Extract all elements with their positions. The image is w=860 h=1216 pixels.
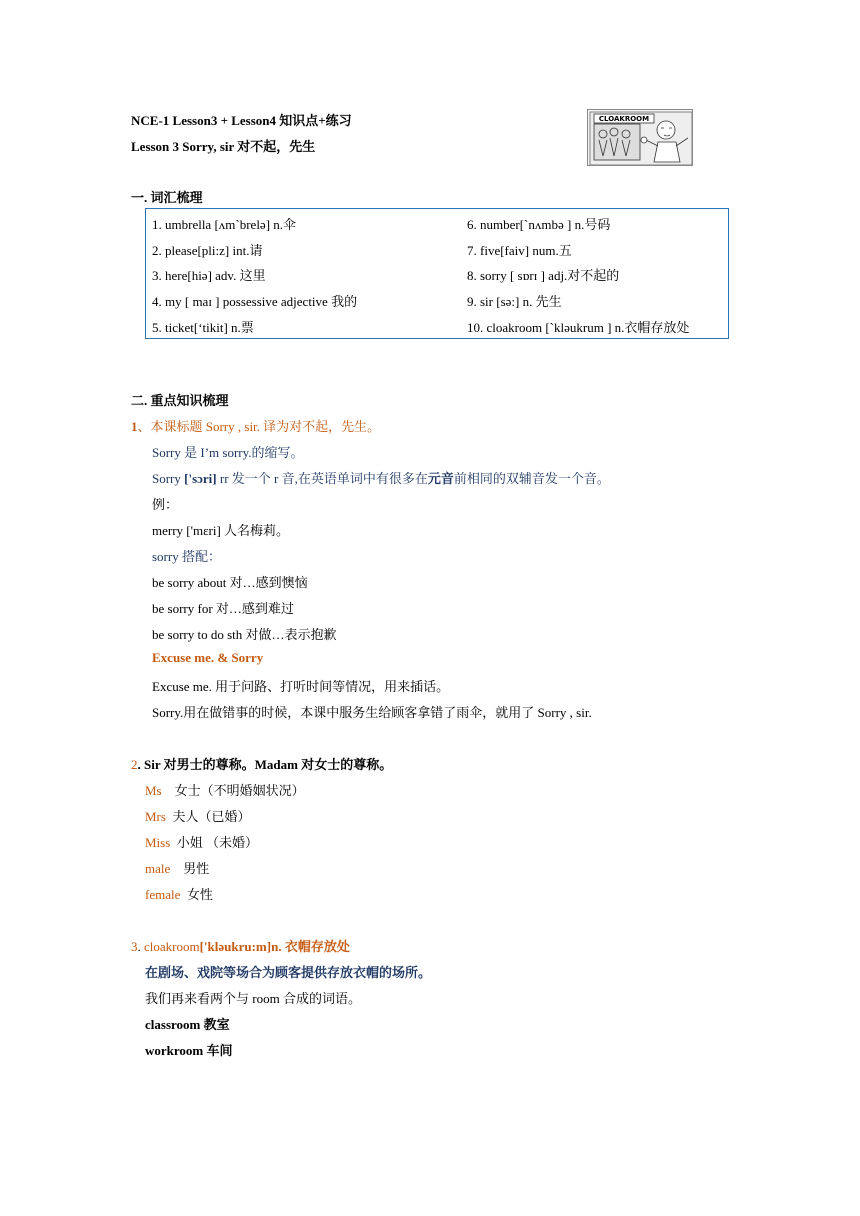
note-line: be sorry to do sth 对做…表示抱歉 bbox=[152, 627, 337, 642]
note-part: rr 发一个 r 音,在英语单词中有很多在 bbox=[216, 471, 428, 486]
point3-title bbox=[131, 936, 350, 955]
note-line: be sorry about 对…感到懊恼 bbox=[152, 575, 308, 590]
cloakroom-illustration bbox=[587, 109, 693, 166]
title-zh: 夫人（已婚） bbox=[172, 809, 251, 824]
title-zh: 男性 bbox=[183, 861, 210, 876]
vocab-item: 6. number[`nʌmbə ] n.号码 bbox=[467, 217, 611, 232]
title-zh: 小姐 （未婚） bbox=[176, 835, 259, 850]
section1-heading: 一. 词汇梳理 bbox=[131, 190, 203, 205]
title-item bbox=[145, 806, 250, 825]
title-en: female bbox=[145, 887, 181, 902]
note-line: merry ['mɛri] 人名梅莉。 bbox=[152, 523, 290, 538]
point2-title bbox=[131, 754, 392, 773]
cloakroom-sign: CLOAKROOM bbox=[598, 115, 650, 123]
note-line: sorry 搭配： bbox=[152, 549, 221, 564]
point2-number: 2 bbox=[131, 757, 138, 772]
title-zh: 女士（不明婚姻状况） bbox=[174, 783, 305, 798]
point3-number: 3 bbox=[131, 939, 138, 954]
section2-heading: 二. 重点知识梳理 bbox=[131, 393, 229, 408]
note-line: workroom 车间 bbox=[145, 1043, 233, 1058]
phonetic: ['sɔri] bbox=[184, 471, 217, 486]
vocab-item: 5. ticket[‘tikit] n.票 bbox=[152, 320, 254, 335]
vocab-item: 8. sorry [ sɒrɪ ] adj.对不起的 bbox=[467, 268, 620, 283]
point1-title bbox=[131, 416, 380, 435]
vocab-item: 10. cloakroom [`kləukrum ] n.衣帽存放处 bbox=[467, 320, 690, 335]
title-en: Ms bbox=[145, 783, 162, 798]
vocab-item: 4. my [ maɪ ] possessive adjective 我的 bbox=[152, 294, 358, 309]
title-item bbox=[145, 884, 213, 903]
point1-text: 、本课标题 Sorry , sir. 译为对不起，先生。 bbox=[137, 419, 381, 434]
note-line: Sorry 是 I’m sorry.的缩写。 bbox=[152, 445, 304, 460]
title-item bbox=[145, 858, 209, 877]
vocabulary-table bbox=[145, 208, 729, 339]
point3-phonetic: ['kləukru:m]n. 衣帽存放处 bbox=[199, 939, 350, 954]
vocab-item: 9. sir [sə:] n. 先生 bbox=[467, 294, 562, 309]
lesson-subtitle: Lesson 3 Sorry, sir 对不起，先生 bbox=[131, 139, 316, 154]
vocab-item: 2. please[pli:z] int.请 bbox=[152, 243, 263, 258]
title-zh: 女性 bbox=[186, 887, 213, 902]
point3-dot: . bbox=[137, 939, 144, 954]
title-item bbox=[145, 832, 258, 851]
title-en: male bbox=[145, 861, 171, 876]
note-line bbox=[152, 468, 610, 487]
point3-word: cloakroom bbox=[144, 939, 200, 954]
highlight-word: 元音 bbox=[427, 471, 454, 486]
note-part: Sorry bbox=[152, 471, 185, 486]
note-line: classroom 教室 bbox=[145, 1017, 230, 1032]
title-item bbox=[145, 780, 305, 799]
point1-number: 1 bbox=[131, 419, 138, 434]
document-title: NCE-1 Lesson3 + Lesson4 知识点+练习 bbox=[131, 113, 352, 128]
note-line: be sorry for 对…感到难过 bbox=[152, 601, 294, 616]
note-line: 例： bbox=[152, 497, 179, 512]
vocab-item: 3. here[hiə] adv. 这里 bbox=[152, 268, 266, 283]
point2-text: . Sir 对男士的尊称。Madam 对女士的尊称。 bbox=[137, 757, 393, 772]
title-en: Miss bbox=[145, 835, 171, 850]
note-line: 我们再来看两个与 room 合成的词语。 bbox=[145, 991, 361, 1006]
note-line: Excuse me. 用于问路、打听时间等情况，用来插话。 bbox=[152, 679, 450, 694]
vocab-item: 1. umbrella [ʌm`brelə] n.伞 bbox=[152, 217, 297, 232]
note-line: Sorry.用在做错事的时候，本课中服务生给顾客拿错了雨伞，就用了 Sorry , sir. bbox=[152, 705, 592, 720]
note-part: 前相同的双辅音发一个音。 bbox=[453, 471, 610, 486]
vocab-item: 7. five[faiv] num.五 bbox=[467, 243, 572, 258]
note-line: 在剧场、戏院等场合为顾客提供存放衣帽的场所。 bbox=[145, 965, 432, 980]
note-subheading: Excuse me. & Sorry bbox=[152, 650, 264, 665]
title-en: Mrs bbox=[145, 809, 166, 824]
